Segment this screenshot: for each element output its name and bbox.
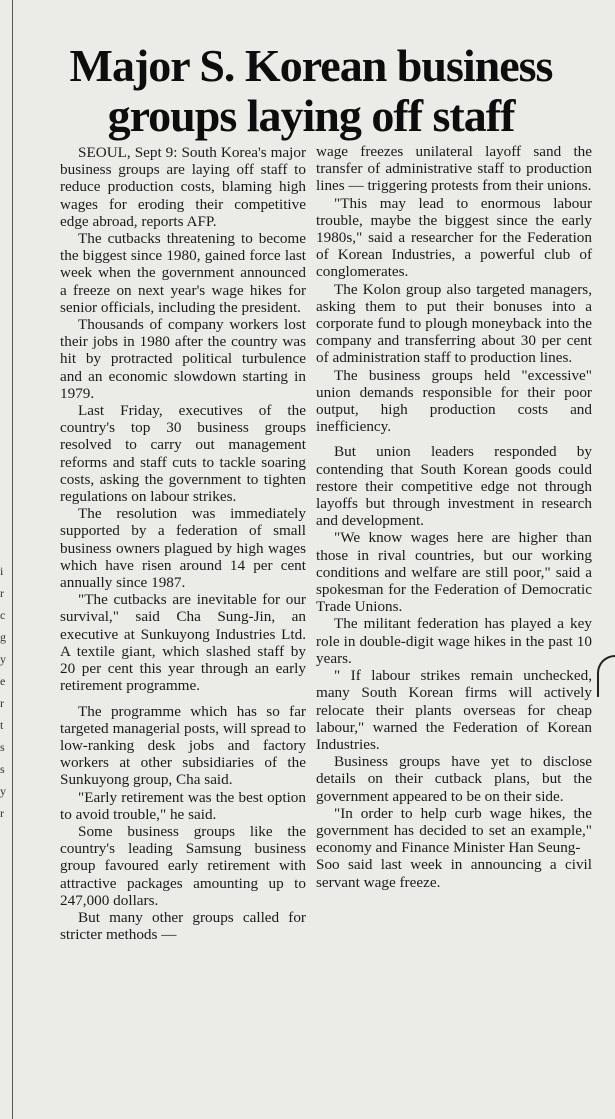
margin-fragment: i xyxy=(0,564,4,578)
paragraph: Soo said last week in announcing a civil servant wage freeze. xyxy=(316,856,592,891)
paragraph: "In order to help curb wage hikes, the government has decided to set an example," economy and Finance Minister Han Seung- xyxy=(316,804,592,857)
paragraph: The business groups held "excessive" union demands responsible for their poor output, high production costs and inefficiency. xyxy=(316,366,592,436)
margin-fragment: r xyxy=(0,586,4,600)
paragraph: The cutbacks threatening to become the biggest since 1980, gained force last week when the government announced a freeze on next year's wage hikes for senior officials, including the president. xyxy=(60,230,306,316)
paragraph: Thousands of company workers lost their jobs in 1980 after the country was hit by protracted political turbulence and an economic slowdown starting in 1979. xyxy=(60,316,306,402)
paragraph: wage freezes unilateral layoff sand the transfer of administrative staff to production lines — triggering protests from their unions. xyxy=(316,143,592,195)
paragraph: "We know wages here are higher than those in rival countries, but our working conditions and welfare are still poor," said a spokesman for the Federation of Democratic Trade Unions. xyxy=(316,529,592,616)
margin-fragment: s xyxy=(0,762,5,776)
margin-fragment: c xyxy=(0,608,6,622)
paragraph: " If labour strikes remain unchecked, many South Korean firms will actively relocate their plants overseas for cheap labour," warned the Federation of Korean Industries. xyxy=(316,667,592,753)
paragraph: The resolution was immediately supported by a federation of small business owners plagued by high wages which have risen around 14 per cent annually since 1987. xyxy=(60,505,306,592)
paragraph: The programme which has so far targeted managerial posts, will spread to low-ranking desk jobs and factory workers at other subsidiaries of the Sunkuyong group, Cha said. xyxy=(60,702,306,789)
paragraph: But union leaders responded by contending that South Korean goods could restore their competitive edge not through layoffs but through investment in research and development. xyxy=(316,443,592,530)
paragraph: Business groups have yet to disclose details on their cutback plans, but the government appeared to be on their side. xyxy=(316,753,592,805)
margin-fragment: y xyxy=(0,652,6,666)
paragraph: The militant federation has played a key role in double-digit wage hikes in the past 10 years. xyxy=(316,615,592,667)
margin-fragment: t xyxy=(0,718,4,732)
margin-fragment: r xyxy=(0,806,4,820)
paragraph: But many other groups called for stricter methods — xyxy=(60,908,306,944)
margin-fragment: r xyxy=(0,696,4,710)
paragraph: "Early retirement was the best option to avoid trouble," he said. xyxy=(60,788,306,823)
paragraph: The Kolon group also targeted managers, asking them to put their bonuses into a corporate fund to plough moneyback into the company and transferring about 30 per cent of administration staff to production lines. xyxy=(316,280,592,367)
article-column-left xyxy=(60,144,306,943)
headline: Major S. Korean business groups laying off staff xyxy=(69,39,553,141)
article-column-right xyxy=(316,143,592,891)
paragraph: Some business groups like the country's leading Samsung business group favoured early retirement with attractive packages amounting up to 247,000 dollars. xyxy=(60,822,306,909)
margin-fragments xyxy=(0,560,14,824)
paragraph: "The cutbacks are inevitable for our survival," said Cha Sung-Jin, an executive at Sunkuyong Industries Ltd. A textile giant, which slashed staff by 20 per cent this year through an early retirement programme. xyxy=(60,591,306,695)
adjacent-article-edge xyxy=(597,655,615,697)
margin-fragment: g xyxy=(0,630,6,644)
paragraph: "This may lead to enormous labour trouble, maybe the biggest since the early 1980s," said a researcher for the Federation of Korean Industries, a powerful club of conglomerates. xyxy=(316,194,592,281)
margin-fragment: y xyxy=(0,784,6,798)
margin-fragment: e xyxy=(0,674,6,688)
paragraph: SEOUL, Sept 9: South Korea's major business groups are laying off staff to reduce production costs, blaming high wages for eroding their competitive edge abroad, reports AFP. xyxy=(60,144,306,230)
margin-fragment: s xyxy=(0,740,5,754)
paragraph: Last Friday, executives of the country's top 30 business groups resolved to carry out management reforms and staff cuts to tackle soaring costs, asking the government to tighten regulations on labour strikes. xyxy=(60,402,306,506)
